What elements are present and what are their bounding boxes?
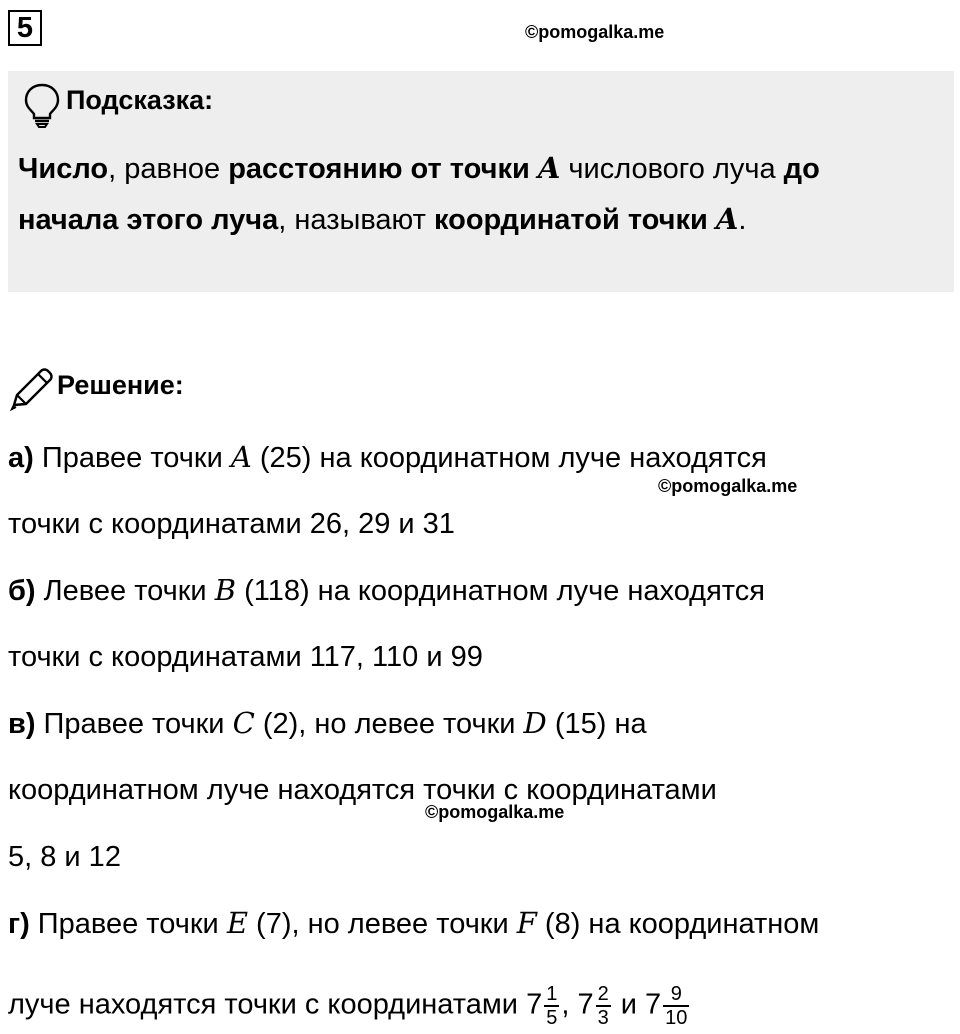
hint-term-coordinate: координатой точки [434,204,716,236]
hint-term-to: до [783,153,820,185]
solution-v-line-1 [8,706,647,741]
solution-title: Решение: [57,370,184,400]
hint-term-ray-start: начала этого луча [18,204,279,236]
watermark: ©pomogalka.me [425,802,565,822]
solution-text: Правее точки [33,442,231,474]
hint-var-a: A [715,202,739,236]
solution-text: (25) на координатном луче находятся [251,442,767,474]
pencil-icon [8,367,54,411]
fraction-numerator: 2 [597,983,609,1005]
fraction-9-10 [663,983,689,1029]
solution-text: луче находятся точки с координатами 7 [8,988,543,1021]
solution-text: , 7 [561,988,594,1021]
hint-var-a: A [537,151,561,185]
fraction-denominator: 10 [665,1007,688,1029]
point-var: B [214,573,237,607]
solution-text: (118) на координатном луче находятся [236,575,765,607]
item-label-g: г) [8,908,30,940]
hint-title: Подсказка: [66,85,214,115]
solution-g-line-2 [8,983,691,1029]
solution-g-line-1 [8,906,819,941]
hint-line-1 [18,151,820,186]
hint-line-2 [18,202,746,237]
item-label-v: в) [8,708,36,740]
solution-a-line-1 [8,440,767,475]
solution-text: (7), но левее точки [247,908,517,940]
fraction-numerator: 1 [546,983,558,1005]
hint-text: , равное [108,153,229,185]
hint-text: . [738,204,747,236]
fraction-2-3 [596,983,611,1029]
point-var: A [230,440,252,474]
solution-text: (2), но левее точки [254,708,524,740]
fraction-denominator: 5 [546,1007,558,1029]
fraction-1-5 [544,983,559,1029]
fraction-numerator: 9 [670,983,682,1005]
solution-b-line-2: точки с координатами 117, 110 и 99 [8,641,483,673]
point-var: D [523,706,547,740]
hint-term-number: Число [18,153,109,185]
watermark: ©pomogalka.me [525,22,665,42]
watermark: ©pomogalka.me [658,476,798,496]
hint-box [8,71,954,292]
fraction-denominator: 3 [597,1007,609,1029]
item-label-b: б) [8,575,36,607]
point-var: C [232,706,255,740]
hint-text: , называют [278,204,434,236]
lightbulb-icon [22,82,62,128]
solution-a-line-2: точки с координатами 26, 29 и 31 [8,508,455,540]
solution-text: Правее точки [29,908,227,940]
solution-v-line-3: 5, 8 и 12 [8,841,121,873]
task-number: 5 [8,10,42,46]
hint-term-distance: расстоянию от точки [228,153,538,185]
point-var: E [226,906,248,940]
solution-text: и 7 [612,988,662,1021]
solution-text: Левее точки [35,575,215,607]
point-var: F [516,906,537,940]
item-label-a: а) [8,442,34,474]
hint-text: числового луча [560,153,784,185]
solution-v-line-2: координатном луче находятся точки с координатами [8,774,717,806]
solution-text: (8) на координатном [536,908,820,940]
solution-text: Правее точки [35,708,233,740]
solution-text: (15) на [546,708,647,740]
solution-b-line-1 [8,573,765,608]
